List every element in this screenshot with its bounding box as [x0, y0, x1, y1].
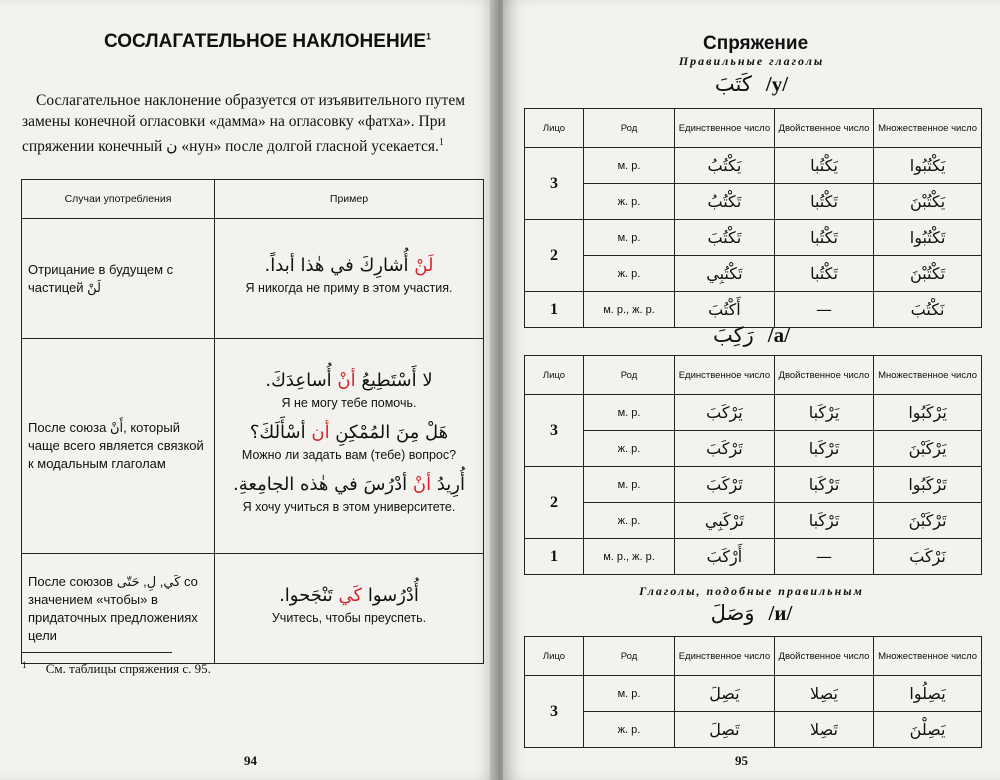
case-cell: Отрицание в будущем с частицей لَنْ: [22, 219, 215, 339]
gender-cell: ж. р.: [584, 503, 675, 539]
gender-cell: м. р.: [584, 148, 675, 184]
russian-translation: Я никогда не приму в этом участия.: [245, 280, 453, 295]
verb-heading: رَكِبَ /а/: [713, 323, 790, 347]
dual-cell: يَصِلا: [774, 676, 873, 712]
gender-cell: м. р., ж. р.: [584, 292, 675, 328]
person-cell: 3: [525, 148, 584, 220]
dual-cell: تَكْتُبا: [774, 184, 873, 220]
singular-cell: يَرْكَبَ: [675, 395, 775, 431]
gender-cell: ж. р.: [584, 431, 675, 467]
arabic-example: لَنْ أُشارِكَ في هٰذا أبداً.: [264, 254, 434, 276]
header-plural: Множественное число: [874, 109, 982, 148]
person-cell: 2: [525, 467, 584, 539]
table-row: [525, 431, 982, 467]
example-cell: [215, 554, 484, 664]
table-row: [525, 503, 982, 539]
plural-cell: يَكْتُبْنَ: [874, 184, 982, 220]
conjugation-table: [524, 636, 982, 748]
singular-cell: تَكْتُبُ: [675, 184, 775, 220]
header-dual: Двойственное число: [774, 637, 873, 676]
subtitle: Правильные глаголы: [678, 54, 825, 68]
header-singular: Единственное число: [675, 356, 775, 395]
dual-cell: تَكْتُبا: [774, 256, 873, 292]
table-row: [525, 712, 982, 748]
plural-cell: تَرْكَبُوا: [874, 467, 982, 503]
table-row: [525, 676, 982, 712]
gender-cell: ж. р.: [584, 712, 675, 748]
singular-cell: تَصِلَ: [675, 712, 775, 748]
dual-cell: تَكْتُبا: [774, 220, 873, 256]
person-cell: 3: [525, 395, 584, 467]
header-plural: Множественное число: [874, 356, 982, 395]
usage-table: [21, 179, 484, 664]
table-row: [525, 220, 982, 256]
arabic-example: أُرِيدُ أنْ أدْرُسَ في هٰذه الجامِعةِ.: [233, 474, 465, 495]
russian-translation: Я хочу учиться в этом университете.: [242, 500, 456, 514]
singular-cell: تَرْكَبَ: [675, 467, 775, 503]
plural-cell: تَكْتُبْنَ: [874, 256, 982, 292]
verb-heading: كَتَبَ /у/: [714, 72, 789, 96]
gender-cell: м. р.: [584, 676, 675, 712]
plural-cell: تَكْتُبُوا: [874, 220, 982, 256]
singular-cell: أَكْتُبَ: [675, 292, 775, 328]
plural-cell: يَرْكَبُوا: [874, 395, 982, 431]
left-page: [0, 0, 497, 780]
plural-cell: نَكْتُبَ: [874, 292, 982, 328]
intro-paragraph: Сослагательное наклонение образуется от изъявительного путем замены конечной огласовки «дамма» на огласовку «фатха». При спряжении конечный ن «нун» после долгой гласной усекается.$^1$: [22, 92, 466, 156]
example-cell: [215, 219, 484, 339]
arabic-example: لا أَسْتَطِيعُ أنْ أُساعِدَكَ.: [265, 370, 433, 391]
header-singular: Единственное число: [675, 109, 775, 148]
footnote-rule: [22, 652, 172, 653]
singular-cell: يَكْتُبُ: [675, 148, 775, 184]
dual-cell: —: [774, 539, 873, 575]
page-number: 94: [244, 753, 257, 768]
footnote: $^1$ См. таблицы спряжения с. 95.: [22, 660, 211, 677]
right-page: [503, 0, 1000, 780]
singular-cell: أَرْكَبَ: [675, 539, 775, 575]
header-plural: Множественное число: [874, 637, 982, 676]
plural-cell: يَكْتُبُوا: [874, 148, 982, 184]
dual-cell: يَكْتُبا: [774, 148, 873, 184]
page-title: СОСЛАГАТЕЛЬНОЕ НАКЛОНЕНИЕ$^1$: [104, 31, 432, 52]
dual-cell: تَصِلا: [774, 712, 873, 748]
table-row: [525, 256, 982, 292]
gender-cell: м. р.: [584, 220, 675, 256]
page-number: 95: [735, 753, 748, 768]
singular-cell: تَكْتُبِي: [675, 256, 775, 292]
person-cell: 2: [525, 220, 584, 292]
page-title: Спряжение: [703, 33, 809, 54]
gender-cell: ж. р.: [584, 256, 675, 292]
russian-translation: Учитесь, чтобы преуспеть.: [271, 610, 427, 625]
table-row: [22, 554, 484, 664]
plural-cell: يَصِلْنَ: [874, 712, 982, 748]
plural-cell: نَرْكَبَ: [874, 539, 982, 575]
case-cell: После союзов كَي, لِ, حَتّى со значением «чтобы» в придаточных предложениях цели: [22, 554, 215, 664]
header-dual: Двойственное число: [774, 109, 873, 148]
singular-cell: يَصِلَ: [675, 676, 775, 712]
gender-cell: ж. р.: [584, 184, 675, 220]
table-row: [525, 395, 982, 431]
col-header-cases: Случаи употребления: [22, 180, 215, 219]
header-gender: Род: [584, 637, 675, 676]
singular-cell: تَرْكَبِي: [675, 503, 775, 539]
header-gender: Род: [584, 109, 675, 148]
singular-cell: تَكْتُبَ: [675, 220, 775, 256]
person-cell: 1: [525, 539, 584, 575]
plural-cell: تَرْكَبْنَ: [874, 503, 982, 539]
plural-cell: يَصِلُوا: [874, 676, 982, 712]
person-cell: 3: [525, 676, 584, 748]
dual-cell: تَرْكَبا: [774, 467, 873, 503]
dual-cell: تَرْكَبا: [774, 431, 873, 467]
gender-cell: м. р., ж. р.: [584, 539, 675, 575]
gender-cell: м. р.: [584, 467, 675, 503]
dual-cell: —: [774, 292, 873, 328]
plural-cell: يَرْكَبْنَ: [874, 431, 982, 467]
verb-heading: وَصَلَ /и/: [710, 601, 793, 625]
arabic-example: هَلْ مِنَ المُمْكِنِ أن أسْأَلَكَ؟: [249, 422, 449, 443]
header-person: Лицо: [525, 356, 584, 395]
dual-cell: تَرْكَبا: [774, 503, 873, 539]
table-row: [525, 148, 982, 184]
arabic-example: أُدْرُسوا كَي تَنْجَحوا.: [279, 584, 419, 606]
table-row: [525, 467, 982, 503]
table-row: [22, 219, 484, 339]
col-header-example: Пример: [215, 180, 484, 219]
russian-translation: Можно ли задать вам (тебе) вопрос?: [241, 448, 457, 462]
table-row: [525, 184, 982, 220]
table-row: [525, 539, 982, 575]
singular-cell: تَرْكَبَ: [675, 431, 775, 467]
header-singular: Единственное число: [675, 637, 775, 676]
person-cell: 1: [525, 292, 584, 328]
subtitle: Глаголы, подобные правильным: [639, 584, 864, 598]
table-row: [22, 339, 484, 554]
gender-cell: м. р.: [584, 395, 675, 431]
conjugation-table: [524, 355, 982, 575]
header-person: Лицо: [525, 637, 584, 676]
header-person: Лицо: [525, 109, 584, 148]
conjugation-table: [524, 108, 982, 328]
header-dual: Двойственное число: [774, 356, 873, 395]
dual-cell: يَرْكَبا: [774, 395, 873, 431]
case-cell: После союза أَنْ, который чаще всего является связкой к модальным глаголам: [22, 339, 215, 554]
header-gender: Род: [584, 356, 675, 395]
russian-translation: Я не могу тебе помочь.: [281, 396, 417, 410]
example-cell: [215, 339, 484, 554]
